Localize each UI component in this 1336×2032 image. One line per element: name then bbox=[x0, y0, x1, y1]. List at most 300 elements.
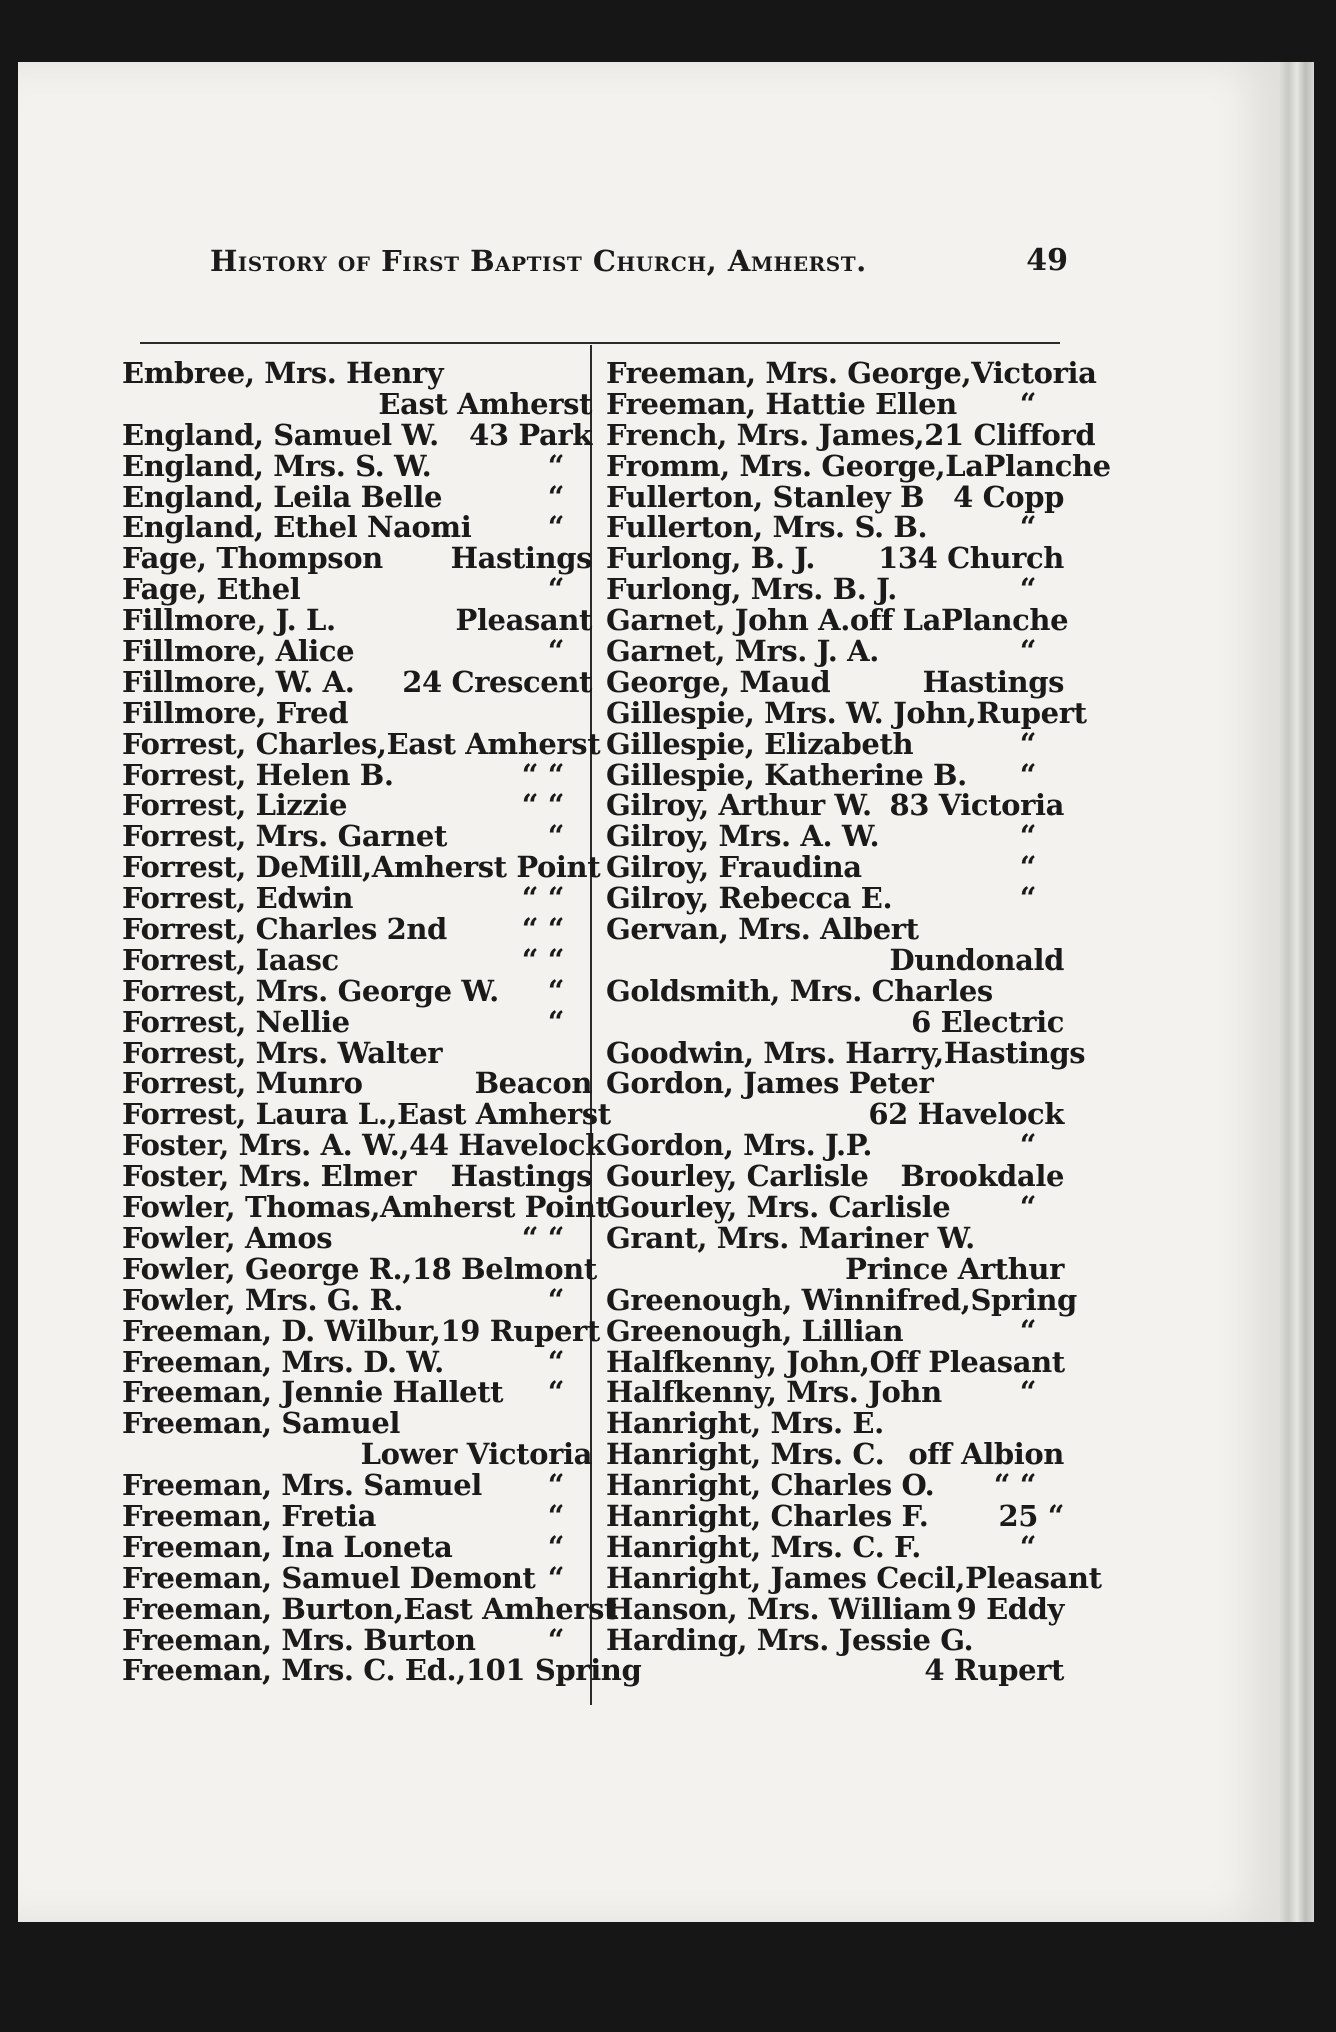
entry-name: Gillespie, Mrs. W. John, bbox=[606, 695, 977, 730]
directory-entry bbox=[606, 543, 1064, 574]
entry-name: Halfkenny, Mrs. John bbox=[606, 1375, 942, 1410]
entry-address: Hastings bbox=[943, 1035, 1086, 1070]
entry-name: Freeman, Ina Loneta bbox=[122, 1529, 453, 1564]
entry-name: Fage, Thompson bbox=[122, 541, 383, 576]
directory-entry bbox=[606, 417, 1096, 452]
directory-entry bbox=[122, 1004, 592, 1039]
entry-line bbox=[606, 448, 1111, 483]
entry-name: Hanright, Mrs. C. bbox=[606, 1437, 885, 1472]
entry-address-continuation: Dundonald bbox=[889, 942, 1064, 977]
entry-line bbox=[122, 1377, 592, 1408]
directory-entry bbox=[606, 695, 1087, 730]
right-column bbox=[606, 356, 1111, 1688]
entry-address-continuation: East Amherst bbox=[378, 386, 592, 421]
entry-line bbox=[606, 1035, 1086, 1070]
directory-entry bbox=[606, 852, 1064, 883]
entry-address: “ bbox=[547, 1282, 564, 1317]
directory-entry bbox=[606, 664, 1064, 699]
directory-entry bbox=[122, 448, 592, 483]
directory-entry bbox=[122, 543, 592, 574]
directory-entry bbox=[122, 790, 592, 821]
entry-line bbox=[122, 1128, 605, 1163]
directory-entry bbox=[122, 726, 601, 761]
directory-entry bbox=[122, 821, 592, 852]
entry-address: “ bbox=[547, 1375, 564, 1410]
entry-line bbox=[122, 448, 592, 483]
entry-line bbox=[122, 821, 592, 852]
entry-address: 24 Crescent bbox=[402, 664, 592, 699]
entry-name: Forrest, Mrs. George W. bbox=[122, 973, 499, 1008]
entry-name: Hanson, Mrs. William bbox=[606, 1591, 952, 1626]
entry-line bbox=[606, 883, 1064, 914]
directory-entry bbox=[606, 1439, 1064, 1470]
directory-entry bbox=[606, 1220, 1064, 1286]
entry-name: Garnet, John A. bbox=[606, 603, 850, 638]
entry-name: Gilroy, Fraudina bbox=[606, 850, 862, 885]
entry-name: Freeman, Jennie Hallett bbox=[122, 1375, 504, 1410]
entry-address: “ bbox=[547, 1529, 564, 1564]
entry-address: “ bbox=[547, 510, 564, 545]
directory-entry bbox=[122, 358, 592, 420]
entry-name: Forrest, Nellie bbox=[122, 1004, 350, 1039]
entry-address: East Amherst bbox=[386, 726, 601, 761]
entry-name: Hanright, Charles F. bbox=[606, 1498, 929, 1533]
entry-name: Goldsmith, Mrs. Charles bbox=[606, 973, 993, 1008]
page-number: 49 bbox=[1026, 243, 1068, 278]
entry-line bbox=[122, 1097, 611, 1132]
entry-line bbox=[122, 1035, 592, 1070]
entry-line bbox=[606, 574, 1064, 605]
entry-line bbox=[122, 417, 592, 452]
entry-address: Amherst Point bbox=[380, 1190, 609, 1225]
entry-name: Halfkenny, John, bbox=[606, 1344, 870, 1379]
entry-address: “ bbox=[547, 1468, 564, 1503]
entry-name: Fillmore, Fred bbox=[122, 695, 349, 730]
entry-name: Furlong, Mrs. B. J. bbox=[606, 572, 897, 607]
entry-address-continuation: 62 Havelock bbox=[868, 1097, 1064, 1132]
entry-address: “ bbox=[547, 1004, 564, 1039]
entry-name: Gourley, Mrs. Carlisle bbox=[606, 1190, 951, 1225]
entry-line bbox=[606, 790, 1064, 821]
entry-name: Gilroy, Rebecca E. bbox=[606, 881, 893, 916]
directory-entry bbox=[606, 1622, 1064, 1688]
directory-entry bbox=[606, 1408, 1064, 1439]
entry-name: Gillespie, Katherine B. bbox=[606, 757, 967, 792]
entry-line bbox=[122, 1068, 592, 1099]
entry-name: Fromm, Mrs. George, bbox=[606, 448, 946, 483]
entry-line bbox=[122, 1498, 592, 1533]
entry-address: Victoria bbox=[971, 356, 1097, 390]
entry-line bbox=[122, 574, 592, 605]
entry-line bbox=[122, 1282, 592, 1317]
entry-line bbox=[122, 1529, 592, 1564]
entry-line bbox=[606, 1130, 1064, 1161]
entry-line bbox=[122, 636, 592, 667]
directory-entry bbox=[122, 1529, 592, 1564]
header-rule bbox=[140, 342, 1060, 344]
directory-entry bbox=[122, 1344, 592, 1379]
entry-name: Fullerton, Stanley B bbox=[606, 479, 925, 514]
entry-address: “ “ bbox=[521, 757, 564, 792]
entry-name: Gervan, Mrs. Albert bbox=[606, 912, 919, 947]
entry-address: “ bbox=[547, 1344, 564, 1379]
entry-line bbox=[122, 790, 592, 821]
entry-address: Off Pleasant bbox=[869, 1344, 1065, 1379]
entry-line bbox=[122, 1220, 592, 1255]
entry-address: “ “ bbox=[521, 942, 564, 977]
entry-address: “ bbox=[547, 1498, 564, 1533]
entry-line bbox=[606, 1560, 1102, 1595]
directory-entry bbox=[122, 1313, 600, 1348]
entry-line bbox=[122, 1313, 600, 1348]
entry-line bbox=[606, 1192, 1064, 1223]
directory-entry bbox=[606, 386, 1064, 421]
entry-line bbox=[122, 726, 601, 761]
directory-entry bbox=[606, 973, 1064, 1039]
entry-name: Freeman, Mrs. Burton bbox=[122, 1622, 476, 1657]
directory-entry bbox=[122, 942, 592, 977]
entry-address: “ bbox=[1019, 572, 1036, 607]
directory-entry bbox=[122, 757, 592, 792]
directory-entry bbox=[606, 448, 1111, 483]
entry-line bbox=[122, 942, 592, 977]
entry-line bbox=[122, 1470, 592, 1501]
entry-address: Spring bbox=[970, 1282, 1077, 1317]
entry-line bbox=[122, 1653, 642, 1688]
entry-line bbox=[606, 973, 1064, 1008]
entry-address: “ bbox=[1019, 881, 1036, 916]
directory-entry bbox=[606, 479, 1064, 514]
entry-name: Forrest, DeMill, bbox=[122, 850, 372, 885]
entry-name: Grant, Mrs. Mariner W. bbox=[606, 1220, 975, 1255]
entry-name: Embree, Mrs. Henry bbox=[122, 356, 444, 390]
entry-line bbox=[122, 1591, 618, 1626]
entry-name: Greenough, Lillian bbox=[606, 1313, 904, 1348]
directory-entry bbox=[122, 636, 592, 667]
page-header bbox=[210, 228, 1068, 280]
entry-name: Gillespie, Elizabeth bbox=[606, 726, 914, 761]
entry-name: Freeman, Mrs. C. Ed., bbox=[122, 1653, 466, 1688]
directory-entry bbox=[122, 1622, 592, 1657]
directory-entry bbox=[606, 1470, 1064, 1501]
entry-address: “ “ bbox=[521, 1220, 564, 1255]
entry-name: Hanright, Charles O. bbox=[606, 1468, 935, 1503]
entry-name: Fowler, Mrs. G. R. bbox=[122, 1282, 403, 1317]
entry-line bbox=[606, 1529, 1064, 1564]
entry-address: “ bbox=[547, 1560, 564, 1595]
directory-entry bbox=[122, 574, 592, 605]
directory-entry bbox=[606, 1130, 1064, 1161]
entry-address-continuation: Prince Arthur bbox=[845, 1251, 1064, 1286]
entry-name: Forrest, Lizzie bbox=[122, 788, 348, 823]
entry-name: Forrest, Helen B. bbox=[122, 757, 394, 792]
directory-entry bbox=[122, 512, 592, 543]
entry-address: “ bbox=[1019, 1128, 1036, 1163]
entry-name: Freeman, Burton, bbox=[122, 1591, 404, 1626]
entry-address: “ bbox=[547, 448, 564, 483]
directory-entry bbox=[122, 1251, 597, 1286]
directory-entry bbox=[122, 1097, 611, 1132]
entry-line bbox=[122, 1161, 592, 1192]
entry-name: Fillmore, Alice bbox=[122, 634, 355, 669]
entry-name: Gilroy, Mrs. A. W. bbox=[606, 819, 880, 854]
entry-address: “ bbox=[1019, 726, 1036, 761]
directory-entry bbox=[606, 1591, 1064, 1626]
entry-address: “ bbox=[547, 819, 564, 854]
entry-address: 9 Eddy bbox=[956, 1591, 1064, 1626]
entry-address: “ bbox=[1019, 1529, 1036, 1564]
entry-name: England, Ethel Naomi bbox=[122, 510, 472, 545]
entry-name: Fillmore, J. L. bbox=[122, 603, 336, 638]
entry-name: Gilroy, Arthur W. bbox=[606, 788, 872, 823]
directory-entry bbox=[122, 1128, 605, 1163]
entry-line bbox=[606, 1344, 1065, 1379]
directory-entry bbox=[606, 1282, 1077, 1317]
entry-address: Rupert bbox=[976, 695, 1087, 730]
running-title: History of First Baptist Church, Amherst. bbox=[210, 244, 867, 278]
entry-line bbox=[122, 605, 592, 636]
entry-address-continuation: Lower Victoria bbox=[360, 1437, 592, 1472]
entry-address: 19 Rupert bbox=[440, 1313, 600, 1348]
entry-line bbox=[606, 914, 1064, 945]
entry-line bbox=[122, 695, 592, 730]
directory-entry bbox=[122, 883, 592, 914]
entry-name: Fage, Ethel bbox=[122, 572, 301, 607]
entry-name: Forrest, Charles, bbox=[122, 726, 387, 761]
entry-name: Freeman, Mrs. Samuel bbox=[122, 1468, 482, 1503]
entry-line bbox=[122, 757, 592, 792]
directory-entry bbox=[606, 821, 1064, 852]
entry-address: “ bbox=[1019, 819, 1036, 854]
entry-name: England, Samuel W. bbox=[122, 417, 439, 452]
entry-name: Gordon, Mrs. J.P. bbox=[606, 1128, 873, 1163]
entry-address: 25 “ bbox=[998, 1498, 1064, 1533]
directory-entry bbox=[606, 1035, 1086, 1070]
entry-name: Forrest, Charles 2nd bbox=[122, 912, 447, 947]
directory-entry bbox=[606, 636, 1064, 667]
entry-name: Forrest, Edwin bbox=[122, 881, 354, 916]
directory-entry bbox=[606, 1192, 1064, 1223]
entry-line bbox=[122, 1004, 592, 1039]
entry-line bbox=[606, 1439, 1064, 1470]
entry-name: Harding, Mrs. Jessie G. bbox=[606, 1622, 974, 1657]
entry-line bbox=[606, 852, 1064, 883]
entry-address: “ “ bbox=[521, 788, 564, 823]
entry-address: East Amherst bbox=[403, 1591, 618, 1626]
entry-address: 83 Victoria bbox=[889, 788, 1064, 823]
entry-line bbox=[606, 1470, 1064, 1501]
entry-line bbox=[606, 757, 1064, 792]
entry-name: Forrest, Laura L., bbox=[122, 1097, 398, 1132]
entry-line bbox=[606, 1498, 1064, 1533]
left-column bbox=[122, 356, 642, 1688]
entry-line bbox=[122, 358, 592, 389]
directory-entry bbox=[606, 790, 1064, 821]
entry-name: Freeman, Fretia bbox=[122, 1498, 377, 1533]
entry-name: Forrest, Munro bbox=[122, 1066, 363, 1101]
entry-name: Freeman, D. Wilbur, bbox=[122, 1313, 441, 1348]
directory-entry bbox=[606, 574, 1064, 605]
entry-address: “ bbox=[547, 572, 564, 607]
directory-entry bbox=[606, 512, 1064, 543]
entry-line bbox=[122, 1560, 592, 1595]
directory-entry bbox=[606, 1498, 1064, 1533]
entry-address: East Amherst bbox=[397, 1097, 611, 1132]
directory-entry bbox=[122, 1220, 592, 1255]
entry-name: Gordon, James Peter bbox=[606, 1066, 934, 1101]
entry-name: Fillmore, W. A. bbox=[122, 664, 355, 699]
directory-entry bbox=[122, 973, 592, 1008]
directory-entry bbox=[122, 1190, 609, 1225]
entry-line bbox=[606, 1068, 1064, 1099]
entry-line bbox=[122, 1344, 592, 1379]
entry-name: Hanright, Mrs. E. bbox=[606, 1406, 884, 1441]
entry-address: “ “ bbox=[521, 881, 564, 916]
entry-address: 21 Clifford bbox=[924, 417, 1096, 452]
entry-line bbox=[122, 1190, 609, 1225]
entry-address: “ bbox=[547, 973, 564, 1008]
entry-name: Fowler, George R., bbox=[122, 1251, 412, 1286]
entry-line bbox=[606, 479, 1064, 514]
entry-address: Pleasant bbox=[455, 603, 592, 638]
directory-entry bbox=[606, 1313, 1064, 1348]
entry-line bbox=[606, 512, 1064, 543]
entry-address: 44 Havelock bbox=[409, 1128, 605, 1163]
entry-name: Fullerton, Mrs. S. B. bbox=[606, 510, 928, 545]
entry-address: “ bbox=[1019, 1190, 1036, 1225]
entry-line bbox=[606, 1408, 1064, 1439]
directory-entry bbox=[606, 1377, 1064, 1408]
entry-line bbox=[606, 417, 1096, 452]
entry-line bbox=[606, 386, 1064, 421]
directory-entry bbox=[122, 1653, 642, 1688]
entry-address: “ bbox=[1019, 386, 1036, 421]
entry-name: England, Mrs. S. W. bbox=[122, 448, 432, 483]
entry-line bbox=[606, 603, 1069, 638]
directory-entry bbox=[122, 1035, 592, 1070]
entry-address: 134 Church bbox=[878, 541, 1064, 576]
entry-address: off Albion bbox=[908, 1437, 1064, 1472]
entry-line bbox=[606, 356, 1097, 390]
entry-line bbox=[122, 1251, 597, 1286]
entry-address: LaPlanche bbox=[945, 448, 1111, 483]
directory-entry bbox=[122, 850, 601, 885]
entry-name: Hanright, James Cecil, bbox=[606, 1560, 966, 1595]
entry-line bbox=[122, 543, 592, 574]
entry-address: “ “ bbox=[993, 1468, 1036, 1503]
directory-entry bbox=[606, 757, 1064, 792]
directory-entry bbox=[122, 1591, 618, 1626]
entry-line bbox=[606, 821, 1064, 852]
directory-entry bbox=[122, 1560, 592, 1595]
entry-line bbox=[122, 883, 592, 914]
entry-name: Furlong, B. J. bbox=[606, 541, 816, 576]
entry-address: 101 Spring bbox=[465, 1653, 642, 1688]
entry-address: “ bbox=[547, 634, 564, 669]
entry-address: “ bbox=[1019, 634, 1036, 669]
entry-address: “ bbox=[1019, 757, 1036, 792]
entry-address: 18 Belmont bbox=[411, 1251, 597, 1286]
entry-name: George, Maud bbox=[606, 664, 831, 699]
entry-address: Brookdale bbox=[900, 1159, 1064, 1194]
entry-line bbox=[122, 973, 592, 1008]
entry-address: Beacon bbox=[474, 1066, 592, 1101]
entry-line bbox=[606, 1622, 1064, 1657]
directory-entry bbox=[122, 664, 592, 699]
entry-line bbox=[606, 543, 1064, 574]
entry-line bbox=[122, 914, 592, 945]
entry-line bbox=[122, 850, 601, 885]
entry-line bbox=[606, 664, 1064, 699]
entry-name: Forrest, Mrs. Walter bbox=[122, 1035, 443, 1070]
entry-name: Freeman, Samuel Demont bbox=[122, 1560, 536, 1595]
entry-name: Forrest, Iaasc bbox=[122, 942, 339, 977]
directory-entry bbox=[606, 1161, 1064, 1192]
directory-entry bbox=[122, 1498, 592, 1533]
directory-entry bbox=[122, 1282, 592, 1317]
entry-line bbox=[122, 479, 592, 514]
directory-entry bbox=[606, 1529, 1064, 1564]
entry-name: Goodwin, Mrs. Harry, bbox=[606, 1035, 944, 1070]
entry-name: French, Mrs. James, bbox=[606, 417, 925, 452]
entry-line bbox=[606, 1313, 1064, 1348]
entry-name: Forrest, Mrs. Garnet bbox=[122, 819, 447, 854]
entry-address: off LaPlanche bbox=[849, 603, 1069, 638]
entry-name: Foster, Mrs. A. W., bbox=[122, 1128, 410, 1163]
entry-name: Freeman, Mrs. George, bbox=[606, 356, 972, 390]
entry-line bbox=[122, 1622, 592, 1657]
entry-line bbox=[606, 1591, 1064, 1626]
entry-name: Freeman, Samuel bbox=[122, 1406, 400, 1441]
directory-entry bbox=[606, 356, 1097, 390]
directory-entry bbox=[122, 1068, 592, 1099]
directory-entry bbox=[606, 1344, 1065, 1379]
entry-address-continuation: 6 Electric bbox=[911, 1004, 1064, 1039]
entry-address: 4 Copp bbox=[953, 479, 1064, 514]
entry-line bbox=[122, 512, 592, 543]
directory-entry bbox=[606, 1068, 1064, 1130]
directory-entry bbox=[122, 1470, 592, 1501]
entry-line bbox=[606, 1377, 1064, 1408]
entry-address: Hastings bbox=[922, 664, 1064, 699]
entry-name: Gourley, Carlisle bbox=[606, 1159, 869, 1194]
entry-line bbox=[606, 636, 1064, 667]
directory-entry bbox=[122, 1377, 592, 1408]
entry-line bbox=[606, 1161, 1064, 1192]
entry-address: “ bbox=[1019, 1375, 1036, 1410]
directory-entry bbox=[122, 695, 592, 730]
directory-entry bbox=[122, 914, 592, 945]
entry-address-continuation: 4 Rupert bbox=[924, 1653, 1064, 1688]
entry-name: Foster, Mrs. Elmer bbox=[122, 1159, 417, 1194]
entry-name: Greenough, Winnifred, bbox=[606, 1282, 971, 1317]
entry-name: Garnet, Mrs. J. A. bbox=[606, 634, 879, 669]
entry-name: Hanright, Mrs. C. F. bbox=[606, 1529, 921, 1564]
entry-address: Pleasant bbox=[965, 1560, 1102, 1595]
entry-line bbox=[122, 1408, 592, 1439]
entry-address: “ bbox=[547, 1622, 564, 1657]
entry-name: Fowler, Amos bbox=[122, 1220, 333, 1255]
directory-entry bbox=[122, 479, 592, 514]
page-edge bbox=[1280, 62, 1314, 1922]
directory-entry bbox=[122, 1161, 592, 1192]
entry-line bbox=[122, 664, 592, 699]
entry-line bbox=[606, 1282, 1077, 1317]
directory-entry bbox=[122, 1408, 592, 1470]
directory-entry bbox=[606, 883, 1064, 914]
entry-name: Freeman, Hattie Ellen bbox=[606, 386, 957, 421]
directory-entry bbox=[122, 605, 592, 636]
